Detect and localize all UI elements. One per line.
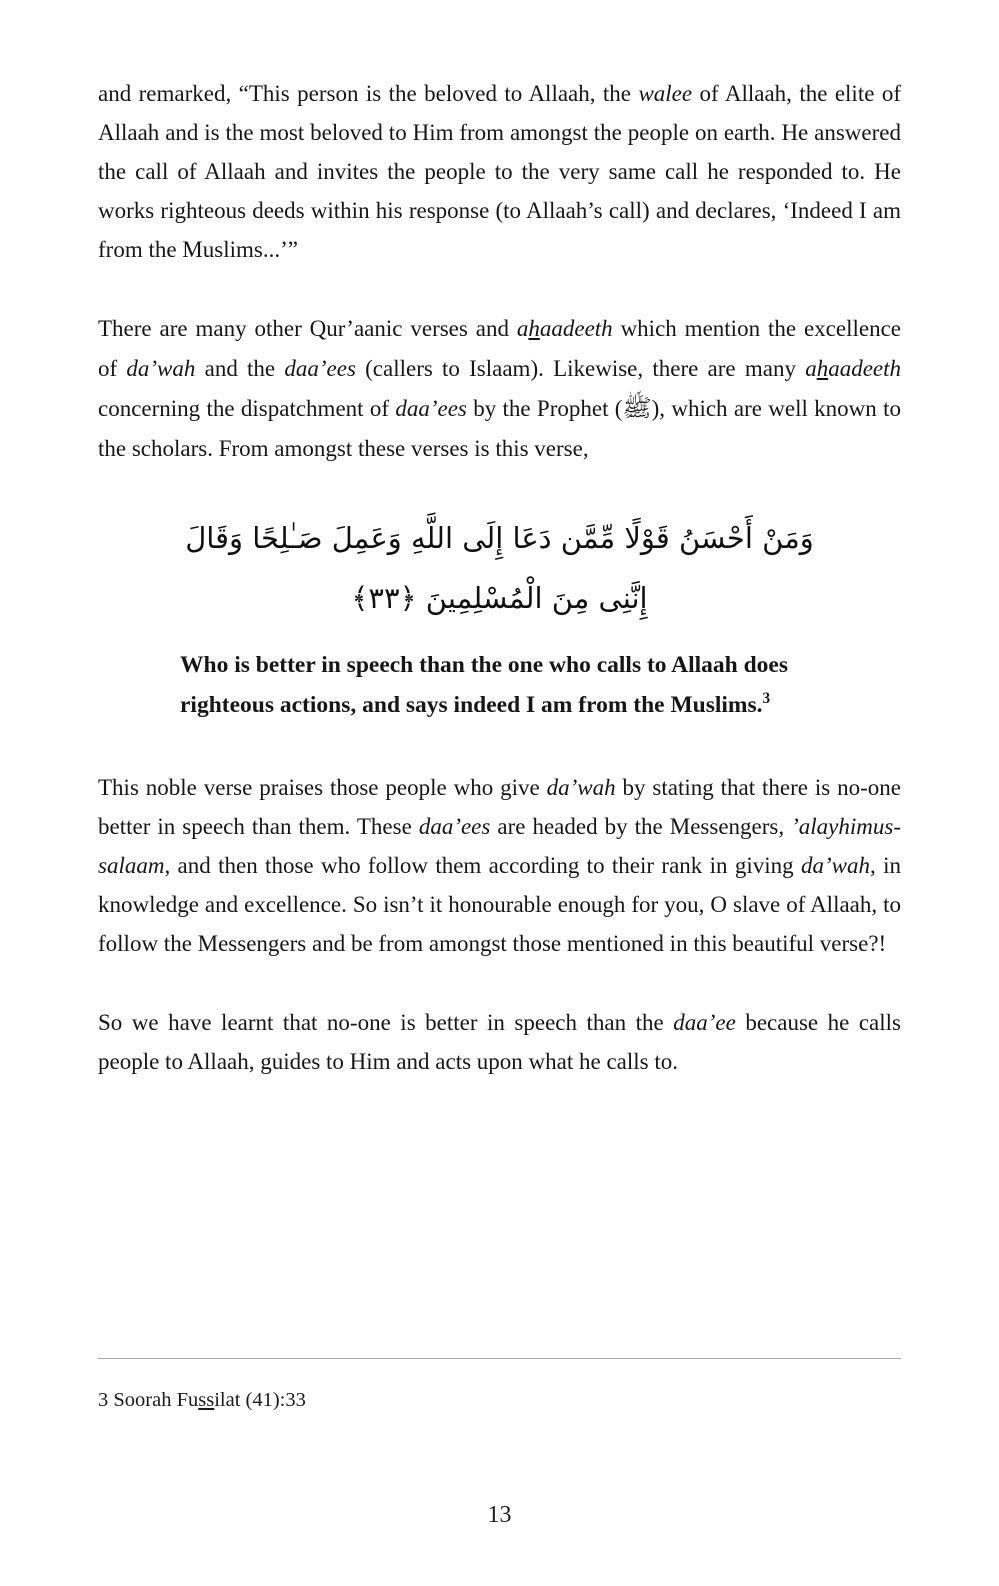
quran-verse-translation: Who is better in speech than the one who calls to Allaah does righteous actions, and says indeed I am from the Muslims.$^3$ xyxy=(180,651,794,719)
body-paragraph-2: There are many other Qur’aanic verses and ahaadeeth which mention the excellence of da’wah and the daa’ees (callers to Islaam). Likewise, there are many ahaadeeth concerning the dispatchment of daa’ees by the Prophet (ﷺ), which are well known to the scholars. From amongst these verses is this verse, xyxy=(98,316,907,461)
footnote-divider xyxy=(98,1358,901,1359)
footnote-area xyxy=(98,1358,901,1412)
body-paragraph-3: This noble verse praises those people who give da’wah by stating that there is no-one better in speech than them. These daa’ees are headed by the Messengers, ’alayhimus- salaam, and then those who follow them according to their rank in giving da’wah, in knowledge and excellence. So isn’t it honourable enough for you, O slave of Allaah, to follow the Messengers and be from amongst those mentioned in this beautiful verse?! xyxy=(98,774,907,957)
body-paragraph-1: and remarked, “This person is the beloved to Allaah, the walee of Allaah, the elite of Allaah and is the most beloved to Him from amongst the people on earth. He answered the call of Allaah and invites the people to the very same call he responded to. He works righteous deeds within his response (to Allaah’s call) and declares, ‘Indeed I am from the Muslims...’” xyxy=(98,81,907,263)
quran-verse-arabic xyxy=(108,508,891,629)
footnote-text: 3 Soorah Fussilat (41):33 xyxy=(98,1389,306,1411)
body-paragraph-4: So we have learnt that no-one is better in speech than the daa’ee because he calls people to Allaah, guides to Him and acts upon what he calls to. xyxy=(98,1010,907,1075)
quran-verse-arabic-line-2: إِنَّنِى مِنَ الْمُسْلِمِينَ ﴿٣٣﴾ xyxy=(351,581,648,616)
page-number: 13 xyxy=(487,1502,512,1528)
quran-verse-arabic-line-1: وَمَنْ أَحْسَنُ قَوْلًا مِّمَّن دَعَا إِلَى اللَّهِ وَعَمِلَ صَـٰلِحًا وَقَالَ xyxy=(185,520,814,555)
